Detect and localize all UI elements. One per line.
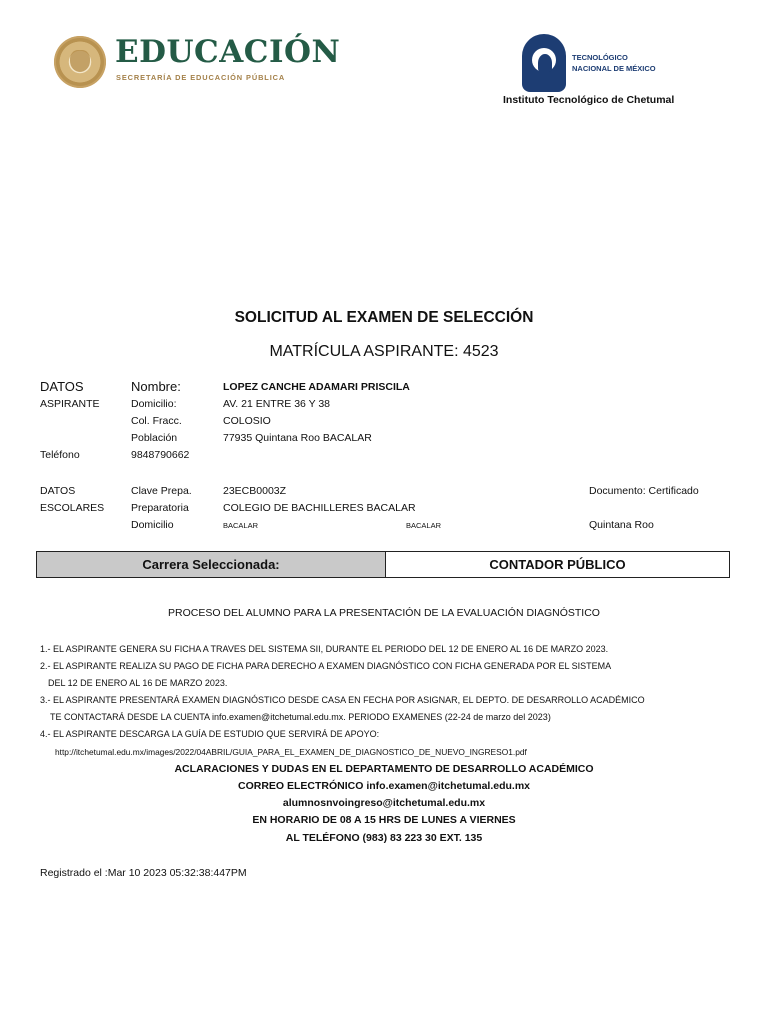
colonia-value: COLOSIO — [223, 415, 271, 427]
tecnm-gear-icon — [522, 34, 566, 92]
contact-line: CORREO ELECTRÓNICO info.examen@itchetumal.edu.mx — [237, 780, 531, 792]
study-guide-link[interactable]: http://itchetumal.edu.mx/images/2022/04ABRIL/GUIA_PARA_EL_EXAMEN_DE_DIAGNOSTICO_DE_NUEVO_INGRESO1.pdf — [55, 747, 527, 757]
nombre-value: LOPEZ CANCHE ADAMARI PRISCILA — [223, 381, 410, 393]
clave-value: 23ECB0003Z — [223, 485, 287, 497]
colonia-label: Col. Fracc. — [131, 415, 182, 427]
tecnm-line-1: TECNOLÓGICO — [572, 53, 628, 62]
page-title: SOLICITUD AL EXAMEN DE SELECCIÓN — [234, 309, 534, 326]
logo-word: EDUCACIÓN — [115, 34, 341, 70]
process-step: 3.- EL ASPIRANTE PRESENTARÁ EXAMEN DIAGNÓSTICO DESDE CASA EN FECHA POR ASIGNAR, EL DEPTO. DE DESARROLLO ACADÉMICO — [40, 695, 645, 705]
institute-name: Instituto Tecnológico de Chetumal — [503, 94, 675, 106]
process-title: PROCESO DEL ALUMNO PARA LA PRESENTACIÓN DE LA EVALUACIÓN DIAGNÓSTICO — [168, 607, 600, 619]
tecnm-logo — [520, 34, 660, 94]
escolar-estado: Quintana Roo — [589, 519, 654, 531]
registration-timestamp: Registrado el :Mar 10 2023 05:32:38:447PM — [40, 867, 247, 879]
documento-value: Documento: Certificado — [589, 485, 699, 497]
section-label-aspirante: ASPIRANTE — [40, 398, 100, 410]
telefono-label: Teléfono — [40, 449, 80, 461]
poblacion-value: 77935 Quintana Roo BACALAR — [223, 432, 372, 444]
process-step: 4.- EL ASPIRANTE DESCARGA LA GUÍA DE ESTUDIO QUE SERVIRÁ DE APOYO: — [40, 729, 380, 739]
career-value: CONTADOR PÚBLICO — [489, 557, 626, 572]
matricula-heading: MATRÍCULA ASPIRANTE: 4523 — [269, 343, 499, 360]
process-step: DEL 12 DE ENERO AL 16 DE MARZO 2023. — [48, 678, 228, 688]
poblacion-label: Población — [131, 432, 178, 444]
sep-educacion-logo — [50, 30, 341, 92]
section-label-datos-escolares: DATOS — [40, 485, 76, 497]
section-label-datos: DATOS — [40, 379, 84, 394]
contact-line: AL TELÉFONO (983) 83 223 30 EXT. 135 — [285, 832, 483, 844]
clave-label: Clave Prepa. — [131, 485, 192, 497]
career-label: Carrera Seleccionada: — [37, 552, 386, 577]
contact-line: alumnosnvoingreso@itchetumal.edu.mx — [282, 797, 486, 809]
mexico-seal-icon — [54, 36, 106, 88]
process-step: TE CONTACTARÁ DESDE LA CUENTA info.examen@itchetumal.edu.mx. PERIODO EXAMENES (22-24 de marzo del 2023) — [50, 712, 551, 722]
escolar-domicilio-2: BACALAR — [406, 521, 442, 530]
tecnm-line-2: NACIONAL DE MÉXICO — [572, 64, 656, 73]
domicilio-label: Domicilio: — [131, 398, 177, 410]
escolar-domicilio-label: Domicilio — [131, 519, 174, 531]
preparatoria-label: Preparatoria — [131, 502, 189, 514]
process-step: 1.- EL ASPIRANTE GENERA SU FICHA A TRAVES DEL SISTEMA SII, DURANTE EL PERIODO DEL 12 DE ENERO AL 16 DE MARZO 2023. — [40, 644, 609, 654]
domicilio-value: AV. 21 ENTRE 36 Y 38 — [223, 398, 331, 410]
contact-line: ACLARACIONES Y DUDAS EN EL DEPARTAMENTO DE DESARROLLO ACADÉMICO — [174, 763, 594, 775]
tecnm-logo-text — [572, 52, 656, 74]
process-step: 2.- EL ASPIRANTE REALIZA SU PAGO DE FICHA PARA DERECHO A EXAMEN DIAGNÓSTICO CON FICHA GENERADA POR EL SISTEMA — [40, 661, 612, 671]
contact-line: EN HORARIO DE 08 A 15 HRS DE LUNES A VIERNES — [252, 814, 516, 826]
nombre-label: Nombre: — [131, 379, 181, 394]
career-table — [36, 551, 730, 578]
escolar-domicilio-1: BACALAR — [223, 521, 259, 530]
telefono-value: 9848790662 — [131, 449, 190, 461]
preparatoria-value: COLEGIO DE BACHILLERES BACALAR — [223, 502, 416, 514]
logo-subtitle: SECRETARÍA DE EDUCACIÓN PÚBLICA — [116, 73, 286, 82]
section-label-escolares: ESCOLARES — [40, 502, 105, 514]
